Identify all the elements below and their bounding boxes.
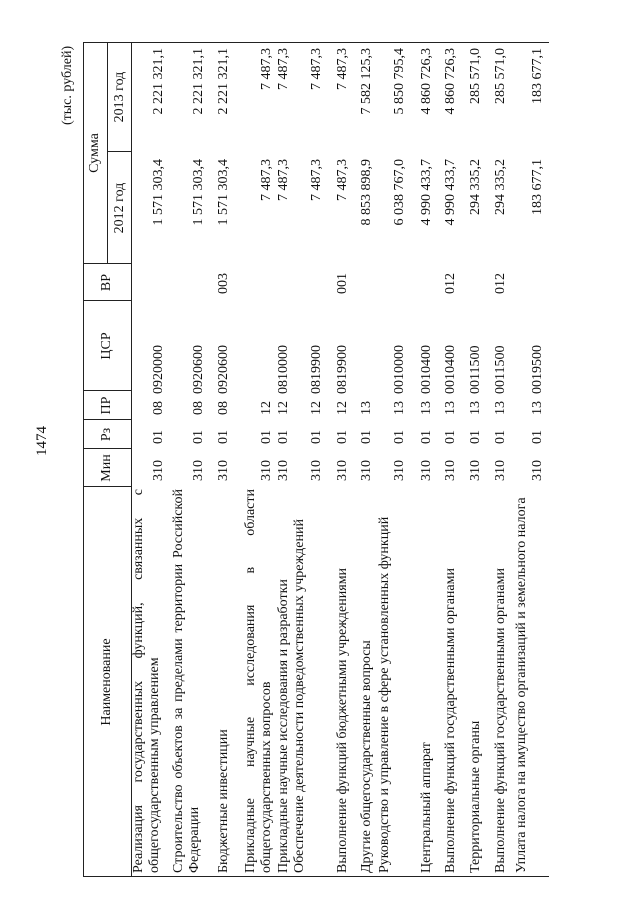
- row-2012: 7 487,3: [276, 159, 291, 201]
- row-2013: 2 221 321,1: [191, 48, 206, 115]
- row-name: Обеспечение деятельности подведомственных учреждений: [292, 519, 307, 873]
- row-vr: 012: [443, 273, 458, 294]
- row-pr: 13: [468, 401, 483, 415]
- row-min: 310: [216, 460, 231, 481]
- row-csr: 0019500: [530, 345, 545, 394]
- row-min: 310: [276, 460, 291, 481]
- row-csr: 0920600: [191, 345, 206, 394]
- header-2013: 2013 год: [112, 71, 127, 123]
- unit-label: (тыс. рублей): [60, 45, 75, 125]
- row-2012: 7 487,3: [335, 159, 350, 201]
- row-2013: 285 571,0: [493, 48, 508, 104]
- header-sum: Сумма: [87, 133, 102, 173]
- row-2012: 4 990 433,7: [419, 159, 434, 226]
- table-border-left: [83, 876, 549, 877]
- row-2012: 7 487,3: [259, 159, 274, 201]
- row-2012: 1 571 303,4: [216, 159, 231, 226]
- row-rz: 01: [392, 430, 407, 444]
- row-2013: 285 571,0: [468, 48, 483, 104]
- row-name: Уплата налога на имущество организаций и земельного налога: [514, 497, 529, 873]
- row-pr: 08: [151, 401, 166, 415]
- row-min: 310: [335, 460, 350, 481]
- row-csr: 0920600: [216, 345, 231, 394]
- row-2012: 294 335,2: [493, 159, 508, 215]
- row-name: Бюджетные инвестиции: [216, 729, 231, 873]
- row-min: 310: [259, 460, 274, 481]
- row-2013: 4 860 726,3: [443, 48, 458, 115]
- row-2013: 2 221 321,1: [216, 48, 231, 115]
- row-min: 310: [493, 460, 508, 481]
- sum-header-separator: [107, 42, 108, 264]
- row-min: 310: [443, 460, 458, 481]
- row-name: Реализация государственных функций, связанных с общегосударственным управлением: [131, 489, 162, 873]
- row-pr: 13: [530, 401, 545, 415]
- row-rz: 01: [443, 430, 458, 444]
- row-rz: 01: [216, 430, 231, 444]
- row-name: Руководство и управление в сфере установленных функций: [377, 516, 392, 873]
- row-name: Выполнение функций бюджетными учреждениями: [335, 567, 350, 873]
- row-2012: 1 571 303,4: [151, 159, 166, 226]
- row-name: Другие общегосударственные вопросы: [359, 640, 374, 873]
- row-min: 310: [530, 460, 545, 481]
- row-name: Выполнение функций государственными органами: [493, 568, 508, 873]
- row-rz: 01: [335, 430, 350, 444]
- row-rz: 01: [309, 430, 324, 444]
- row-rz: 01: [276, 430, 291, 444]
- row-2013: 7 487,3: [276, 48, 291, 90]
- table-border-top: [83, 42, 84, 877]
- row-csr: 0011500: [468, 345, 483, 394]
- row-csr: 0819900: [309, 345, 324, 394]
- row-min: 310: [359, 460, 374, 481]
- row-name: Центральный аппарат: [419, 742, 434, 873]
- row-rz: 01: [493, 430, 508, 444]
- row-min: 310: [309, 460, 324, 481]
- row-vr: 003: [216, 273, 231, 294]
- row-rz: 01: [151, 430, 166, 444]
- row-rz: 01: [259, 430, 274, 444]
- row-rz: 01: [468, 430, 483, 444]
- row-pr: 12: [309, 401, 324, 415]
- header-rz: Рз: [99, 427, 114, 442]
- row-csr: 0011500: [493, 345, 508, 394]
- row-2013: 7 487,3: [335, 48, 350, 90]
- row-vr: 012: [493, 273, 508, 294]
- row-pr: 13: [493, 401, 508, 415]
- row-csr: 0010000: [392, 345, 407, 394]
- row-pr: 12: [276, 401, 291, 415]
- row-min: 310: [392, 460, 407, 481]
- row-min: 310: [419, 460, 434, 481]
- row-name: Строительство объектов за пределами территории Российской Федерации: [171, 489, 202, 873]
- row-rz: 01: [359, 430, 374, 444]
- row-vr: 001: [335, 273, 350, 294]
- row-pr: 13: [443, 401, 458, 415]
- row-pr: 08: [216, 401, 231, 415]
- row-csr: 0810000: [276, 345, 291, 394]
- row-2012: 183 677,1: [530, 159, 545, 215]
- page-number: 1474: [34, 426, 50, 456]
- row-csr: 0010400: [443, 345, 458, 394]
- row-csr: 0920000: [151, 345, 166, 394]
- row-2013: 7 582 125,3: [359, 48, 374, 115]
- row-name: Выполнение функций государственными органами: [443, 568, 458, 873]
- row-2012: 6 038 767,0: [392, 159, 407, 226]
- row-min: 310: [151, 460, 166, 481]
- row-rz: 01: [530, 430, 545, 444]
- row-2013: 183 677,1: [530, 48, 545, 104]
- row-name: Прикладные научные исследования и разработки: [276, 579, 291, 873]
- header-vr: ВР: [99, 273, 114, 292]
- row-2013: 7 487,3: [309, 48, 324, 90]
- row-rz: 01: [191, 430, 206, 444]
- row-csr: 0010400: [419, 345, 434, 394]
- row-2012: 1 571 303,4: [191, 159, 206, 226]
- header-csr: ЦСР: [99, 332, 114, 360]
- table-border-right: [83, 42, 549, 43]
- row-min: 310: [468, 460, 483, 481]
- row-pr: 13: [419, 401, 434, 415]
- row-csr: 0819900: [335, 345, 350, 394]
- row-pr: 08: [191, 401, 206, 415]
- row-name: Прикладные научные исследования в области общегосударственных вопросов: [243, 489, 274, 873]
- row-pr: 13: [359, 401, 374, 415]
- header-min: Мин: [99, 454, 114, 482]
- row-2013: 4 860 726,3: [419, 48, 434, 115]
- row-name: Территориальные органы: [468, 720, 483, 873]
- row-rz: 01: [419, 430, 434, 444]
- row-2013: 7 487,3: [259, 48, 274, 90]
- header-2012: 2012 год: [112, 182, 127, 234]
- row-2012: 294 335,2: [468, 159, 483, 215]
- row-pr: 12: [259, 401, 274, 415]
- row-pr: 13: [392, 401, 407, 415]
- row-2012: 7 487,3: [309, 159, 324, 201]
- row-min: 310: [191, 460, 206, 481]
- row-2012: 4 990 433,7: [443, 159, 458, 226]
- row-pr: 12: [335, 401, 350, 415]
- budget-table: [83, 42, 549, 877]
- row-2013: 5 850 795,4: [392, 48, 407, 115]
- header-name: Наименование: [99, 638, 114, 726]
- header-pr: ПР: [99, 396, 114, 415]
- row-2012: 8 853 898,9: [359, 159, 374, 226]
- row-2013: 2 221 321,1: [151, 48, 166, 115]
